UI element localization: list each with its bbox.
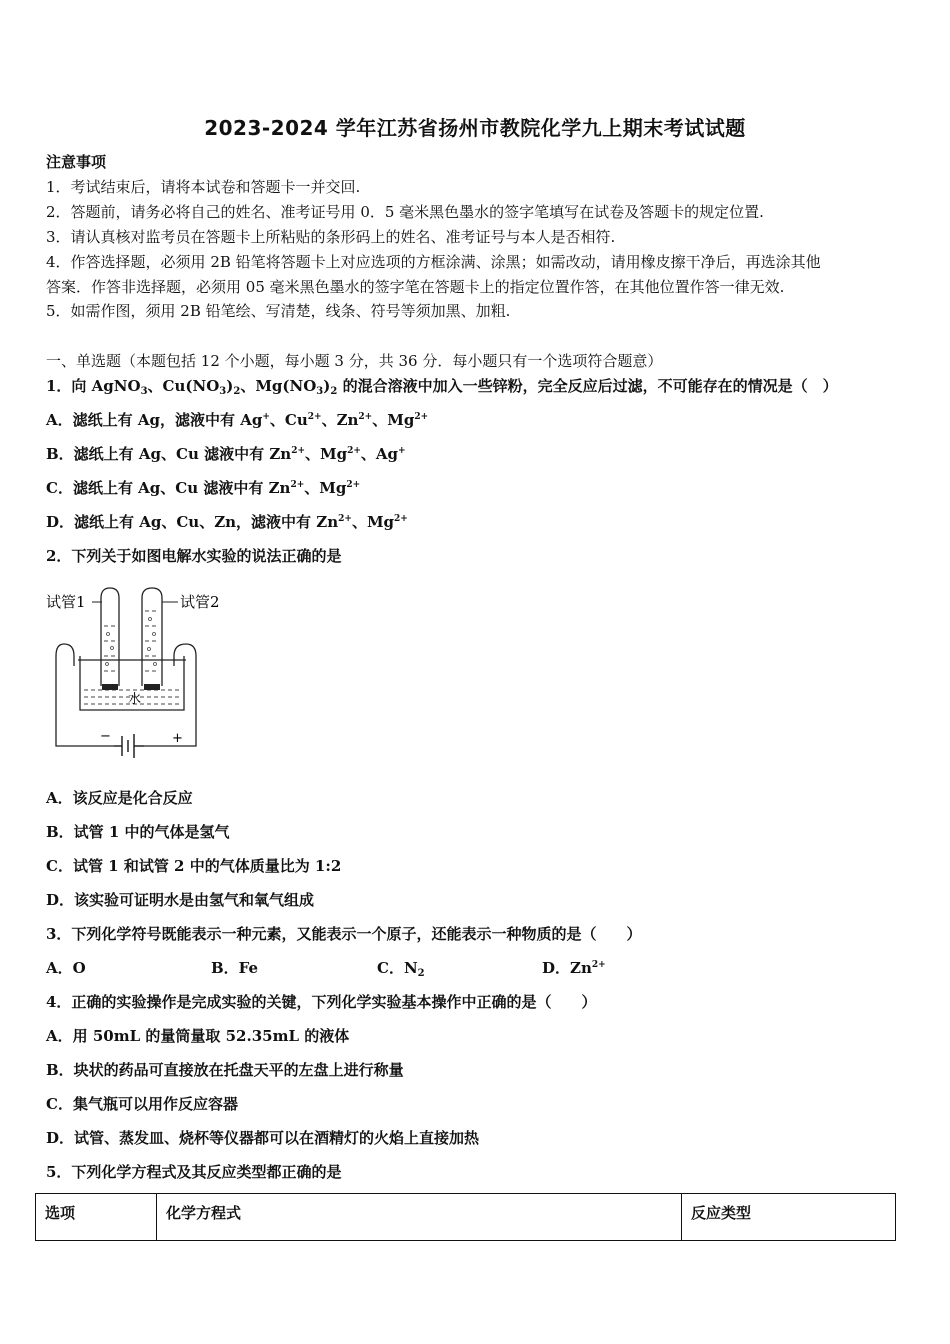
label-positive: +	[172, 731, 183, 746]
note-item: 4．作答选择题，必须用 2B 铅笔将答题卡上对应选项的方框涂满、涂黑；如需改动，请用橡皮擦干净后，再选涂其他	[46, 253, 821, 271]
label-water: 水	[128, 692, 142, 707]
question-2-option-c: C．试管 1 和试管 2 中的气体质量比为 1:2	[46, 857, 342, 875]
question-4-option-c: C．集气瓶可以用作反应容器	[46, 1095, 238, 1113]
question-3-stem: 3．下列化学符号既能表示一种元素，又能表示一个原子，还能表示一种物质的是（ ）	[46, 925, 642, 943]
notes-heading: 注意事项	[46, 153, 107, 171]
question-1-option-a: A．滤纸上有 Ag，滤液中有 Ag+、$Cu^{2+}$、$Zn^{2+}$、$Mg^{2+}$	[46, 411, 429, 429]
question-1-option-b: B．滤纸上有 Ag、Cu 滤液中有 $Zn^{2+}$、$Mg^{2+}$、Ag+	[46, 445, 406, 463]
question-3-option-b: B．Fe	[211, 959, 259, 977]
question-4-option-d: D．试管、蒸发皿、烧杯等仪器都可以在酒精灯的火焰上直接加热	[46, 1129, 480, 1147]
note-item: 2．答题前，请务必将自己的姓名、准考证号用 0．5 毫米黑色墨水的签字笔填写在试卷及答题卡的规定位置.	[46, 203, 764, 221]
question-4-stem: 4．正确的实验操作是完成实验的关键，下列化学实验基本操作中正确的是（ ）	[46, 993, 597, 1011]
question-4-option-b: B．块状的药品可直接放在托盘天平的左盘上进行称量	[46, 1061, 404, 1079]
table-header-cell: 选项	[36, 1194, 157, 1241]
question-1-option-d: D．滤纸上有 Ag、Cu、Zn，滤液中有 $Zn^{2+}$、$Mg^{2+}$	[46, 513, 408, 531]
electrode-left	[102, 684, 118, 690]
question-3-option-d: D．$Zn^{2+}$	[542, 959, 606, 977]
section-heading: 一、单选题（本题包括 12 个小题，每小题 3 分，共 36 分．每小题只有一个选项符合题意）	[46, 352, 663, 370]
question-1-option-c: C．滤纸上有 Ag、Cu 滤液中有 $Zn^{2+}$、$Mg^{2+}$	[46, 479, 361, 497]
electrode-right	[144, 684, 160, 690]
note-item: 1．考试结束后，请将本试卷和答题卡一并交回.	[46, 178, 361, 196]
question-5-stem: 5．下列化学方程式及其反应类型都正确的是	[46, 1163, 342, 1181]
table-header-row	[36, 1194, 896, 1241]
electrolysis-apparatus-figure	[44, 586, 244, 766]
question-2-option-b: B．试管 1 中的气体是氢气	[46, 823, 230, 841]
table-header-cell: 反应类型	[682, 1194, 896, 1241]
label-tube-1: 试管1	[46, 593, 86, 611]
question-2-option-a: A．该反应是化合反应	[46, 789, 193, 807]
page-title: 2023-2024 学年江苏省扬州市教院化学九上期末考试试题	[204, 116, 746, 140]
note-item: 5．如需作图，须用 2B 铅笔绘、写清楚，线条、符号等须加黑、加粗.	[46, 302, 511, 320]
question-2-stem: 2．下列关于如图电解水实验的说法正确的是	[46, 547, 342, 565]
label-tube-2: 试管2	[180, 593, 220, 611]
test-tube-1	[101, 588, 119, 686]
wire-right	[144, 644, 196, 746]
note-item: 答案．作答非选择题，必须用 05 毫米黑色墨水的签字笔在答题卡上的指定位置作答，在其他位置作答一律无效.	[46, 278, 785, 296]
battery	[114, 734, 144, 758]
question-5-table	[35, 1193, 896, 1241]
note-item: 3．请认真核对监考员在答题卡上所粘贴的条形码上的姓名、准考证号与本人是否相符.	[46, 228, 616, 246]
question-3-option-a: A．O	[46, 959, 86, 977]
question-3-option-c: C．$N_2$	[377, 959, 425, 979]
question-4-option-a: A．用 50mL 的量筒量取 52.35mL 的液体	[46, 1027, 350, 1045]
label-negative: −	[100, 729, 111, 744]
question-2-option-d: D．该实验可证明水是由氢气和氧气组成	[46, 891, 315, 909]
question-1-stem: 1．向 AgNO$_3$、$Cu(NO_3)_2$、$Mg(NO_3)_2$ 的混合溶液中加入一些锌粉，完全反应后过滤，不可能存在的情况是（ ）	[46, 377, 838, 397]
table-header-cell: 化学方程式	[157, 1194, 682, 1241]
